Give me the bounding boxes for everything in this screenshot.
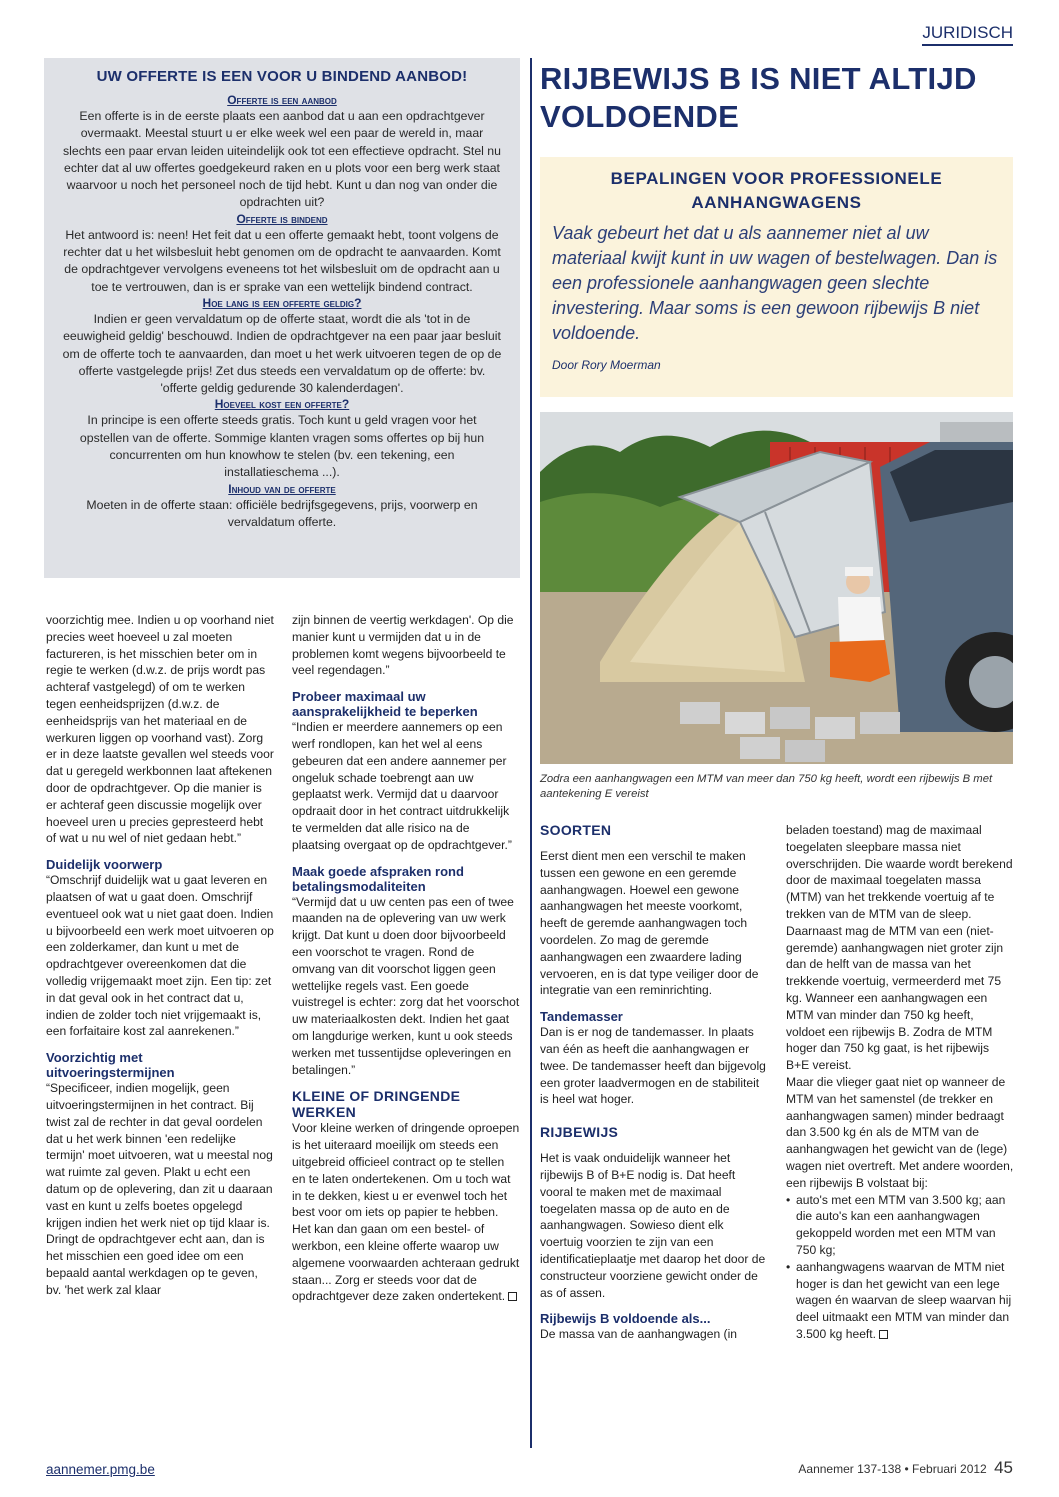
article-photo (540, 412, 1013, 764)
sidebar-text: Het antwoord is: neen! Het feit dat u een offerte gemaakt hebt, toont volgens de rechter dat u het wilsbesluit hebt genomen om de opdracht te aanvaarden. Komt de opdrachtgever vervolgens eveneens tot het wilsbesluit om de opdracht aan u toe te vertrouwen, dan is er sprake van een wettelijk bindend contract. (63, 227, 501, 294)
paragraph: “Omschrijf duidelijk wat u gaat leveren en plaatsen of wat u gaat doen. Omschrijf eventueel ook wat u niet gaat doen. Indien u bijvoorbeeld een werk moet uitvoeren op een zolderkamer, dan kunt u met de opdrachtgever overeenkomen dat die volledig vrijgemaakt moet zijn. Een tip: zet in dat geval ook in het contract dat u, indien de zolder toch niet vrijgemaakt is, een forfaitaire kost zal aanrekenen.” (46, 873, 274, 1039)
page-number: 45 (994, 1458, 1013, 1477)
paragraph: “Vermijd dat u uw centen pas een of twee maanden na de oplevering van uw werk krijgt. Dat kunt u doen door bijvoorbeeld een voorschot te vragen. Rond de omvang van dit voorschot liggen geen wettelijke regels vast. Een goede vuistregel is echter: zorg dat het voorschot uw materiaalkosten dekt. Indien het gaat om langdurige werken, kunt u ook steeds werken met tussentijdse opleveringen en betalingen.” (292, 894, 520, 1077)
paragraph: Voor kleine werken of dringende oproepen is het uiteraard moeilijk om steeds een uitgebreid officieel contract op te stellen en te laten ondertekenen. Om u toch wat in te dekken, kiest u er evenwel toch het best voor om iets op papier te hebben. Het kan dan gaan om een bestel- of werkbon, een kleine offerte waarop uw algemene voorwaarden achteraan gedrukt staan... Zorg er steeds voor dat de opdrachtgever deze zaken ondertekent. (292, 1121, 520, 1304)
sidebar-heading: Inhoud van de offerte (228, 481, 336, 496)
paragraph: De massa van de aanhangwagen (in (540, 1327, 737, 1342)
end-mark-icon (508, 1292, 517, 1301)
subheading: Voorzichtig met uitvoeringstermijnen (46, 1050, 175, 1081)
sidebar-text: Een offerte is in de eerste plaats een aanbod dat u aan een opdrachtgever overmaakt. Meestal stuurt u er elke week wel een paar de wereld in, maar slechts een paar ervan leiden uiteindelijk ook tot een effectieve opdracht. Stel nu echter dat al uw offertes goedgekeurd raken en u plots voor een berg werk staat waarvoor u noch het personeel noch de tijd hebt. Kunt u dan nog van onder die opdrachten uit? (63, 109, 501, 210)
paragraph: zijn binnen de veertig werkdagen'. Op die manier kunt u vermijden dat u in de problemen komt wegens bijvoorbeeld te veel regendagen.” (292, 613, 514, 678)
paragraph: “Indien er meerdere aannemers op een werf rondlopen, kan het wel al eens gebeuren dat een andere aannemer per ongeluk schade toebrengt aan uw geplaatst werk. Vermijd dat u daarvoor opdraait door in het contract uitdrukkelijk te vermelden dat alle risico na de plaatsing overgaat op de opdrachtgever.” (292, 720, 512, 852)
section-heading: RIJBEWIJS (540, 1124, 619, 1141)
text-column-1 (46, 612, 274, 1298)
text-column-2 (292, 612, 520, 1305)
list-item: • aanhangwagens waarvan de MTM niet hoger is dan het gewicht van een lege wagen én waarvan de sleep waarvan hij deel uitmaakt een MTM van minder dan 3.500 kg heeft. (786, 1259, 1014, 1343)
paragraph: Daarnaast mag de MTM van een (niet-geremde) aanhangwagen niet groter zijn dan de helft van de massa van het trekkende voertuig, vermeerderd met 75 kg. Wanneer een aanhangwagen een MTM van minder dan 750 kg heeft, voldoet een rijbewijs B. Zodra de MTM hoger dan 750 kg gaat, is het rijbewijs B+E vereist. (786, 923, 1004, 1073)
text-column-4 (786, 822, 1014, 1343)
sidebar-text: Moeten in de offerte staan: officiële bedrijfsgegevens, prijs, voorwerp en vervaldatum offerte. (86, 497, 478, 529)
end-mark-icon (879, 1330, 888, 1339)
page-footer (798, 1458, 1013, 1478)
section-tag: JURIDISCH (922, 22, 1013, 46)
section-heading: SOORTEN (540, 822, 612, 838)
subheading: Maak goede afspraken rond betalingsmodaliteiten (292, 863, 464, 894)
text-column-3 (540, 822, 766, 1343)
paragraph: Maar die vlieger gaat niet op wanneer de MTM van het samenstel (de trekker en aanhangwagen samen) minder bedraagt dan 3.500 kg én als de MTM van de aanhangwagen het gewicht van de (lege) wagen niet overtreft. Met andere woorden, een rijbewijs B volstaat bij: (786, 1074, 1014, 1190)
paragraph: Het is vaak onduidelijk wanneer het rijbewijs B of B+E nodig is. Dat heeft vooral te maken met de maximaal toegelaten massa op de auto en de aanhangwagen. Sowieso dient elk voertuig voorzien te zijn van een identificatieplaatje met daarop het door de constructeur voorziene gewicht onder de as of assen. (540, 1151, 766, 1300)
photo-caption: Zodra een aanhangwagen een MTM van meer dan 750 kg heeft, wordt een rijbewijs B met aantekening E vereist (540, 773, 993, 800)
sidebar-text: Indien er geen vervaldatum op de offerte staat, wordt die als 'tot in de eeuwigheid geldig' beschouwd. Indien de opdrachtgever na een paar jaar besluit om de offerte toch te aanvaarden, dan moet u het werk uitvoeren tegen de op de offerte vastgelegde prijs! Zet dus steeds een vervaldatum op de offerte: bv. 'offerte geldig gedurende 30 kalenderdagen'. (62, 311, 502, 396)
column-divider (530, 58, 532, 1448)
website-link[interactable]: aannemer.pmg.be (46, 1462, 155, 1477)
sidebar-heading: Offerte is een aanbod (227, 93, 337, 107)
issue-info: Aannemer 137-138 • Februari 2012 (798, 1462, 987, 1476)
sidebar-heading: Offerte is bindend (236, 211, 328, 226)
article-title: RIJBEWIJS B IS NIET ALTIJD VOLDOENDE (540, 61, 977, 134)
subheading: Probeer maximaal uw aansprakelijkheid te beperken (292, 689, 478, 720)
intro-box (540, 157, 1013, 397)
intro-lead: Vaak gebeurt het dat u als aannemer niet al uw materiaal kwijt kunt in uw wagen of bestelwagen. Dan is een professionele aanhangwagen geen slechte investering. Maar soms is een gewoon rijbewijs B niet voldoende. (552, 223, 998, 343)
sidebar-box (44, 58, 520, 578)
subheading: Rijbewijs B voldoende als... (540, 1311, 711, 1327)
bullet-list (786, 1192, 1014, 1343)
subheading: Tandemasser (540, 1009, 623, 1025)
sidebar-text: In principe is een offerte steeds gratis. Toch kunt u geld vragen voor het opstellen van de offerte. Sommige klanten vragen soms offertes op bij hun concurrenten om hun knowhow te stelen (bv. een tekening, een installatieschema ...). (79, 413, 485, 480)
subheading: Duidelijk voorwerp (46, 857, 163, 873)
paragraph: beladen toestand) mag de maximaal toegelaten sleepbare massa niet overschrijden. Die waarde wordt berekend door de maximaal toegelaten massa (MTM) van het trekkende voertuig af te trekken van de MTM van de sleep. (786, 823, 1013, 921)
paragraph: “Specificeer, indien mogelijk, geen uitvoeringstermijnen in het contract. Bij twist zal de rechter in dat geval oordelen dat u het werk binnen 'een redelijke termijn' moet uitvoeren, wat u meestal nog wat ruimte zal geven. Plakt u echt een datum op de oplevering, dan zit u daaraan vast en kunt u zelfs boetes opgelegd krijgen indien het werk niet op tijd klaar is. Dringt de opdrachtgever echt aan, dan is het misschien een goed idee om een bepaald aantal werkdagen op te geven, bv. 'het werk zal klaar (46, 1081, 273, 1297)
list-item: • auto's met een MTM van 3.500 kg; aan die auto's kan een aanhangwagen gekoppeld worden met een MTM van 750 kg; (786, 1192, 1014, 1259)
byline: Door Rory Moerman (552, 358, 661, 372)
sidebar-heading: Hoeveel kost een offerte? (214, 397, 350, 412)
section-heading: KLEINE OF DRINGENDE WERKEN (292, 1088, 461, 1121)
paragraph: voorzichtig mee. Indien u op voorhand niet precies weet hoeveel u zal moeten factureren, is het misschien beter om in regie te werken (d.w.z. de prijs wordt pas achteraf vastgelegd) of om te werken tegen eenheidsprijzen (d.w.z. de eenheidsprijs van het materiaal en de werkuren liggen op voorhand vast). Zorg er in deze laatste gevallen wel steeds voor dat u geregeld werkbonnen laat aftekenen door de opdrachtgever. Op die manier is er achteraf geen discussie mogelijk over hoeveel uren u precies gepresteerd hebt of wat u nu wel of niet gedaan hebt.” (46, 613, 274, 846)
sidebar-heading: Hoe lang is een offerte geldig? (202, 295, 362, 310)
paragraph: Eerst dient men een verschil te maken tussen een gewone en een geremde aanhangwagen. Hoewel een gewone aanhangwagen het meeste voorkomt, heeft de geremde aanhangwagen toch voordelen. Zo mag de geremde aanhangwagen een zwaardere lading vervoeren, en is dat type veiliger door de integratie van een reminrichting. (540, 849, 759, 998)
sidebar-title: UW OFFERTE IS EEN VOOR U BINDEND AANBOD! (96, 68, 468, 85)
intro-heading: BEPALINGEN VOOR PROFESSIONELE AANHANGWAGENS (610, 169, 943, 212)
paragraph: Dan is er nog de tandemasser. In plaats van één as heeft die aanhangwagen er twee. De tandemasser heeft dan bijgevolg een groter laadvermogen en de stabiliteit is heel wat hoger. (540, 1025, 766, 1107)
